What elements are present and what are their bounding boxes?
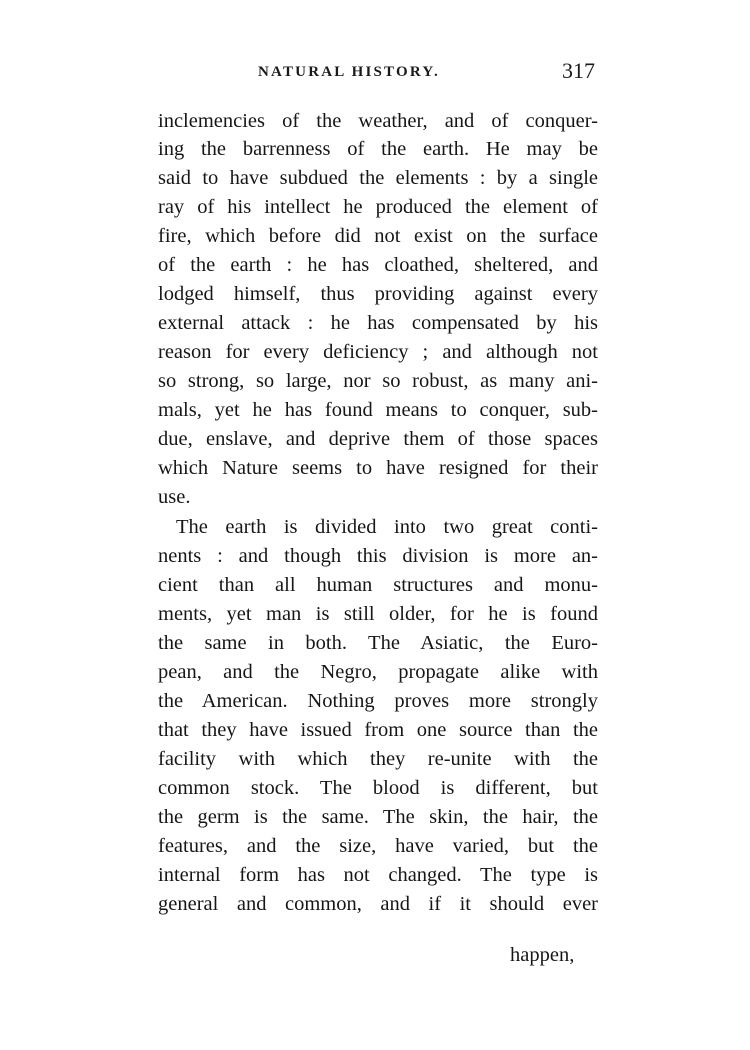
text-line: internal form has not changed. The type is [158, 864, 598, 886]
text-line: inclemencies of the weather, and of conquer- [158, 110, 598, 132]
text-line: the same in both. The Asiatic, the Euro- [158, 632, 598, 654]
text-line: facility with which they re-unite with the [158, 748, 598, 770]
text-line: reason for every deficiency ; and although not [158, 341, 598, 363]
catchword: happen, [510, 944, 575, 966]
text-line: ments, yet man is still older, for he is found [158, 603, 598, 625]
text-line: so strong, so large, nor so robust, as many ani- [158, 370, 598, 392]
text-line: general and common, and if it should ever [158, 893, 598, 915]
text-line: lodged himself, thus providing against every [158, 283, 598, 305]
text-line: pean, and the Negro, propagate alike with [158, 661, 598, 683]
text-line: The earth is divided into two great conti- [176, 516, 598, 538]
text-line: mals, yet he has found means to conquer, sub- [158, 399, 598, 421]
page-number: 317 [562, 58, 595, 83]
running-title: NATURAL HISTORY. [258, 64, 440, 80]
text-line: ray of his intellect he produced the element of [158, 196, 598, 218]
text-line: features, and the size, have varied, but the [158, 835, 598, 857]
text-line: that they have issued from one source than the [158, 719, 598, 741]
text-line: external attack : he has compensated by his [158, 312, 598, 334]
text-line: of the earth : he has cloathed, sheltered, and [158, 254, 598, 276]
text-line: use. [158, 486, 191, 508]
text-line: ing the barrenness of the earth. He may be [158, 138, 598, 160]
text-line: cient than all human structures and monu- [158, 574, 598, 596]
text-line: the germ is the same. The skin, the hair, the [158, 806, 598, 828]
text-line: fire, which before did not exist on the surface [158, 225, 598, 247]
text-line: which Nature seems to have resigned for their [158, 457, 598, 479]
text-line: due, enslave, and deprive them of those spaces [158, 428, 598, 450]
text-line: nents : and though this division is more an- [158, 545, 598, 567]
text-line: the American. Nothing proves more strongly [158, 690, 598, 712]
text-line: said to have subdued the elements : by a single [158, 167, 598, 189]
text-line: common stock. The blood is different, but [158, 777, 598, 799]
